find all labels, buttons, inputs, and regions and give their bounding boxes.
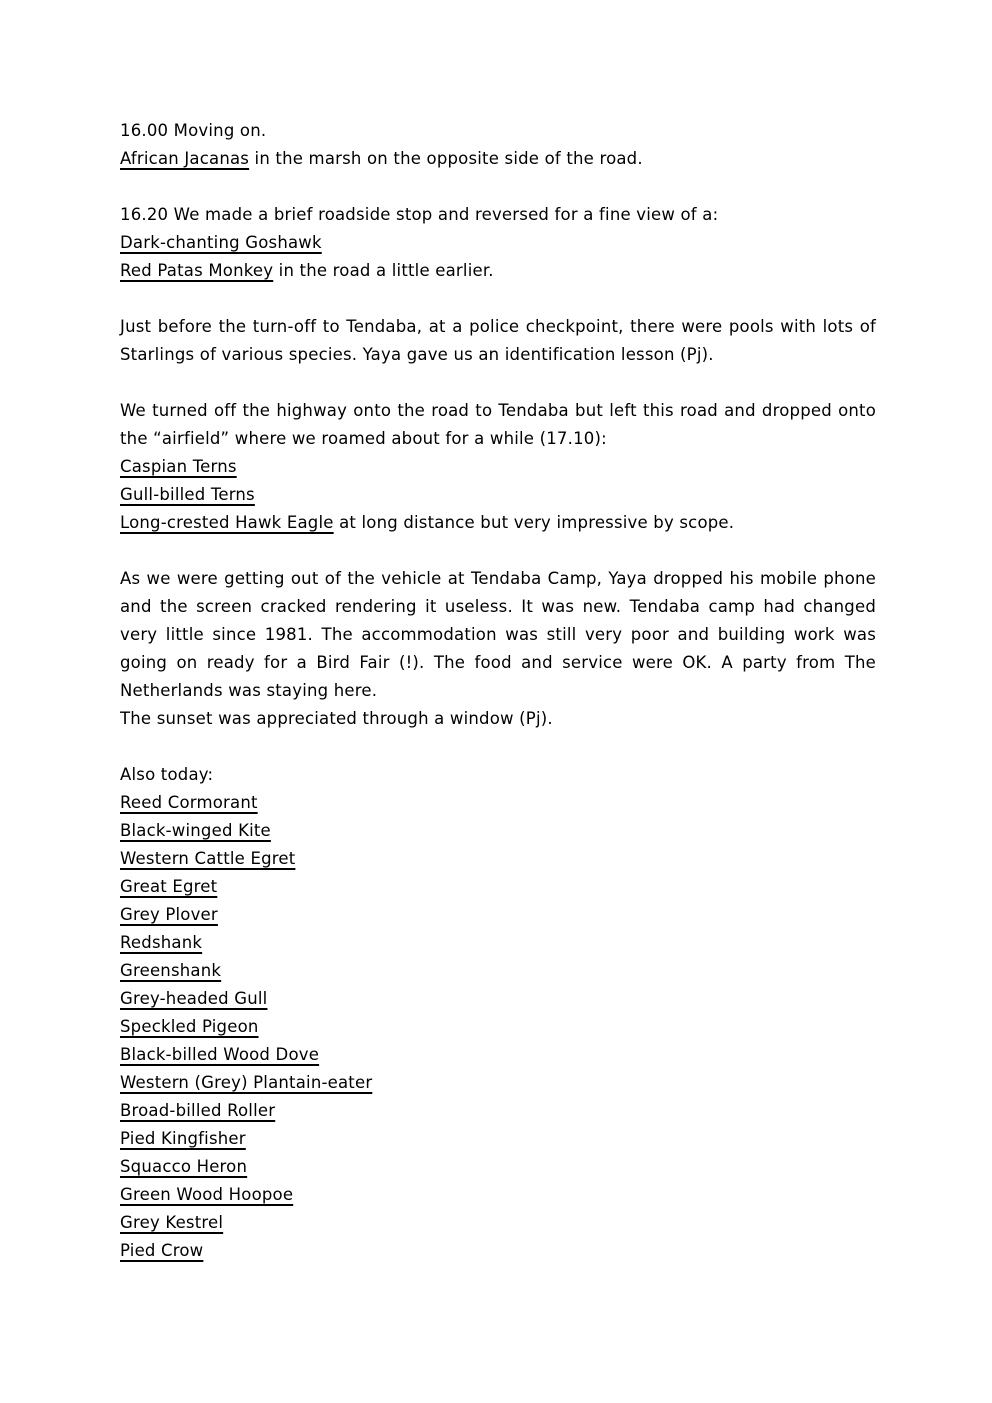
underlined-species-name: Black-winged Kite	[120, 821, 271, 840]
text-line	[120, 313, 876, 369]
text-line	[120, 789, 876, 817]
text-line	[120, 817, 876, 845]
text-line	[120, 1125, 876, 1153]
underlined-species-name: African Jacanas	[120, 149, 250, 168]
text-line	[120, 985, 876, 1013]
text-segment: at long distance but very impressive by scope.	[333, 513, 735, 532]
text-line	[120, 257, 876, 285]
underlined-species-name: Western Cattle Egret	[120, 849, 296, 868]
paragraph	[120, 565, 876, 733]
text-segment: The sunset was appreciated through a window (Pj).	[120, 709, 553, 728]
underlined-species-name: Reed Cormorant	[120, 793, 258, 812]
text-line	[120, 509, 876, 537]
underlined-species-name: Pied Kingfisher	[120, 1129, 246, 1148]
underlined-species-name: Broad-billed Roller	[120, 1101, 276, 1120]
paragraph	[120, 117, 876, 173]
underlined-species-name: Speckled Pigeon	[120, 1017, 259, 1036]
paragraph	[120, 313, 876, 369]
text-line	[120, 453, 876, 481]
underlined-species-name: Black-billed Wood Dove	[120, 1045, 320, 1064]
text-line	[120, 873, 876, 901]
text-segment: As we were getting out of the vehicle at Tendaba Camp, Yaya dropped his mobile phone and the screen cracked rendering it useless. It was new. Tendaba camp had changed very little since 1981. The accommodation was still very poor and building work was going on ready for a Bird Fair (!). The food and service were OK. A party from The Netherlands was staying here.	[120, 569, 876, 700]
text-line	[120, 397, 876, 453]
text-line	[120, 229, 876, 257]
text-line	[120, 1153, 876, 1181]
underlined-species-name: Dark-chanting Goshawk	[120, 233, 322, 252]
text-line	[120, 901, 876, 929]
text-segment: Just before the turn-off to Tendaba, at a police checkpoint, there were pools with lots of Starlings of various species. Yaya gave us an identification lesson (Pj).	[120, 317, 876, 364]
underlined-species-name: Redshank	[120, 933, 203, 952]
document-content	[120, 117, 876, 1265]
underlined-species-name: Long-crested Hawk Eagle	[120, 513, 334, 532]
text-segment: 16.00 Moving on.	[120, 121, 267, 140]
text-line	[120, 1013, 876, 1041]
text-line	[120, 117, 876, 145]
text-line	[120, 1069, 876, 1097]
underlined-species-name: Grey-headed Gull	[120, 989, 268, 1008]
text-line	[120, 481, 876, 509]
text-segment: 16.20 We made a brief roadside stop and reversed for a fine view of a:	[120, 205, 719, 224]
underlined-species-name: Great Egret	[120, 877, 218, 896]
underlined-species-name: Greenshank	[120, 961, 222, 980]
text-line	[120, 929, 876, 957]
text-line	[120, 145, 876, 173]
text-segment: We turned off the highway onto the road to Tendaba but left this road and dropped onto the “airfield” where we roamed about for a while (17.10):	[120, 401, 876, 448]
paragraph	[120, 201, 876, 285]
text-line	[120, 705, 876, 733]
text-line	[120, 1097, 876, 1125]
underlined-species-name: Western (Grey) Plantain-eater	[120, 1073, 373, 1092]
text-line	[120, 565, 876, 705]
underlined-species-name: Squacco Heron	[120, 1157, 248, 1176]
paragraph	[120, 761, 876, 1265]
text-line	[120, 1181, 876, 1209]
paragraph	[120, 397, 876, 537]
underlined-species-name: Caspian Terns	[120, 457, 237, 476]
text-line	[120, 957, 876, 985]
text-line	[120, 845, 876, 873]
text-segment: Also today:	[120, 765, 214, 784]
text-line	[120, 201, 876, 229]
text-segment: in the road a little earlier.	[273, 261, 494, 280]
text-line	[120, 761, 876, 789]
underlined-species-name: Green Wood Hoopoe	[120, 1185, 294, 1204]
text-line	[120, 1041, 876, 1069]
underlined-species-name: Grey Kestrel	[120, 1213, 224, 1232]
text-line	[120, 1209, 876, 1237]
text-segment: in the marsh on the opposite side of the road.	[249, 149, 643, 168]
underlined-species-name: Gull-billed Terns	[120, 485, 255, 504]
underlined-species-name: Grey Plover	[120, 905, 218, 924]
underlined-species-name: Pied Crow	[120, 1241, 204, 1260]
text-line	[120, 1237, 876, 1265]
underlined-species-name: Red Patas Monkey	[120, 261, 274, 280]
